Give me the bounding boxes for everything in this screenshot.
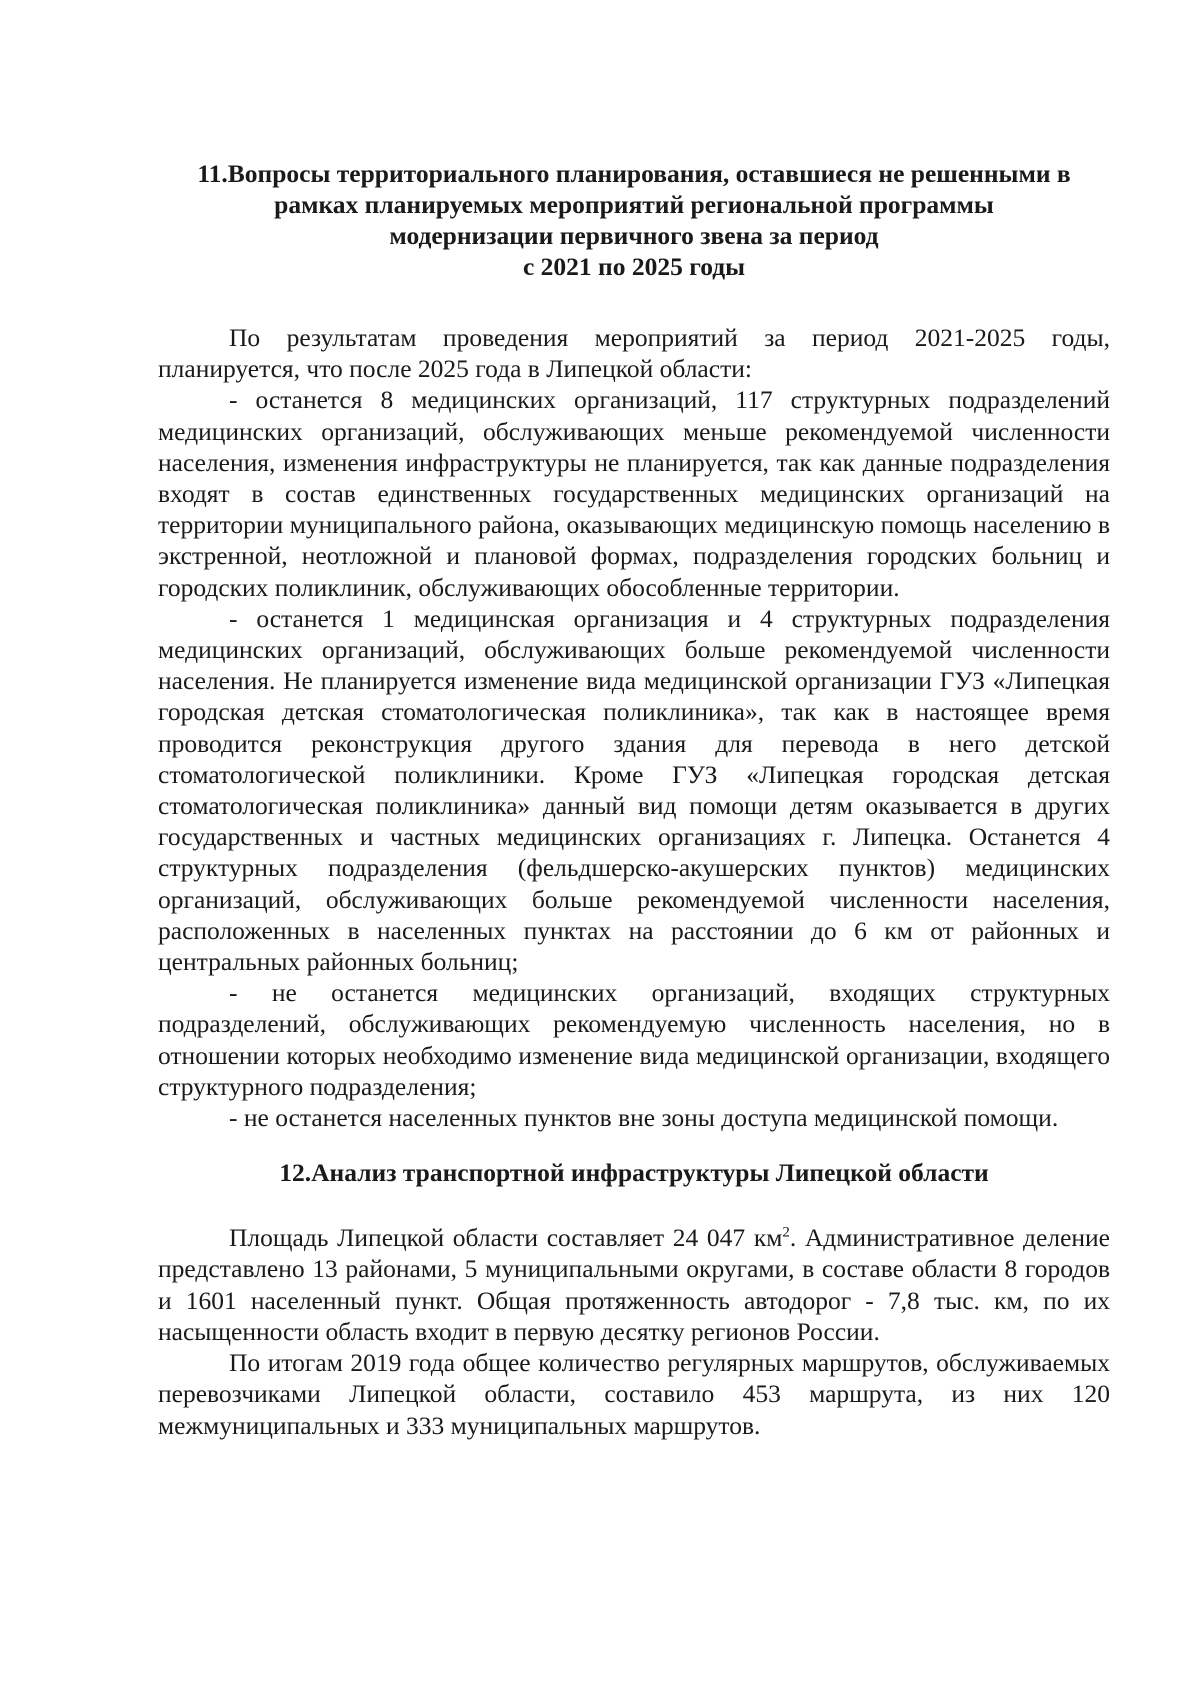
area-text: Площадь Липецкой области составляет 24 047 км bbox=[229, 1223, 783, 1253]
section-11-paragraph-item: - останется 1 медицинская организация и 4 структурных подразделения медицинских организаций, обслуживающих больше рекомендуемой численности населения. Не планируется изменение вида медицинской организации ГУЗ «Липецкая городская детская стоматологическая поликлиника», так как в настоящее время проводится реконструкция другого здания для перевода в него детской стоматологической поликлиники. Кроме ГУЗ «Липецкая городская детская стоматологическая поликлиника» данный вид помощи детям оказывается в других государственных и частных медицинских организациях г. Липецка. Останется 4 структурных подразделения (фельдшерско-акушерских пунктов) медицинских организаций, обслуживающих больше рекомендуемой численности населения, расположенных в населенных пунктах на расстоянии до 6 км от районных и центральных районных больниц; bbox=[158, 603, 1110, 977]
section-11-paragraph-intro: По результатам проведения мероприятий за период 2021-2025 годы, планируется, что после 2025 года в Липецкой области: bbox=[158, 323, 1110, 384]
area-text-continued: . Административное деление представлено 13 районами, 5 муниципальными округами, в составе области 8 городов и 1601 населенный пункт. Общая протяженность автодорог - 7,8 тыс. км, по их насыщенности область входит в первую десятку регионов России. bbox=[158, 1223, 1110, 1346]
section-12-paragraph-routes: По итогам 2019 года общее количество регулярных маршрутов, обслуживаемых перевозчиками Липецкой области, составило 453 маршрута, из них 120 межмуниципальных и 333 муниципальных маршрутов. bbox=[158, 1348, 1110, 1440]
area-unit-superscript: 2 bbox=[782, 1224, 790, 1241]
section-11-heading bbox=[158, 158, 1110, 282]
section-11-paragraph-item: - не останется медицинских организаций, входящих структурных подразделений, обслуживающих рекомендуемую численность населения, но в отношении которых необходимо изменение вида медицинской организации, входящего структурного подразделения; bbox=[158, 978, 1110, 1101]
section-11-paragraph-item: - останется 8 медицинских организаций, 117 структурных подразделений медицинских организаций, обслуживающих меньше рекомендуемой численности населения, изменения инфраструктуры не планируется, так как данные подразделения входят в состав единственных государственных медицинских организаций на территории муниципального района, оказывающих медицинскую помощь населению в экстренной, неотложной и плановой формах, подразделения городских больниц и городских поликлиник, обслуживающих обособленные территории. bbox=[158, 385, 1110, 602]
section-11-paragraph-item: - не останется населенных пунктов вне зоны доступа медицинской помощи. bbox=[229, 1103, 1059, 1133]
section-11-heading-line: 11.Вопросы территориального планирования, оставшиеся не решенными в bbox=[197, 159, 1071, 188]
section-11-heading-line: с 2021 по 2025 годы bbox=[522, 252, 746, 281]
section-12-paragraph-area bbox=[158, 1222, 1110, 1347]
section-11-heading-line: рамках планируемых мероприятий региональной программы bbox=[274, 190, 994, 219]
section-11-heading-line: модернизации первичного звена за период bbox=[389, 221, 879, 250]
document-page bbox=[158, 158, 1110, 1441]
section-12-heading: 12.Анализ транспортной инфраструктуры Липецкой области bbox=[279, 1158, 989, 1188]
